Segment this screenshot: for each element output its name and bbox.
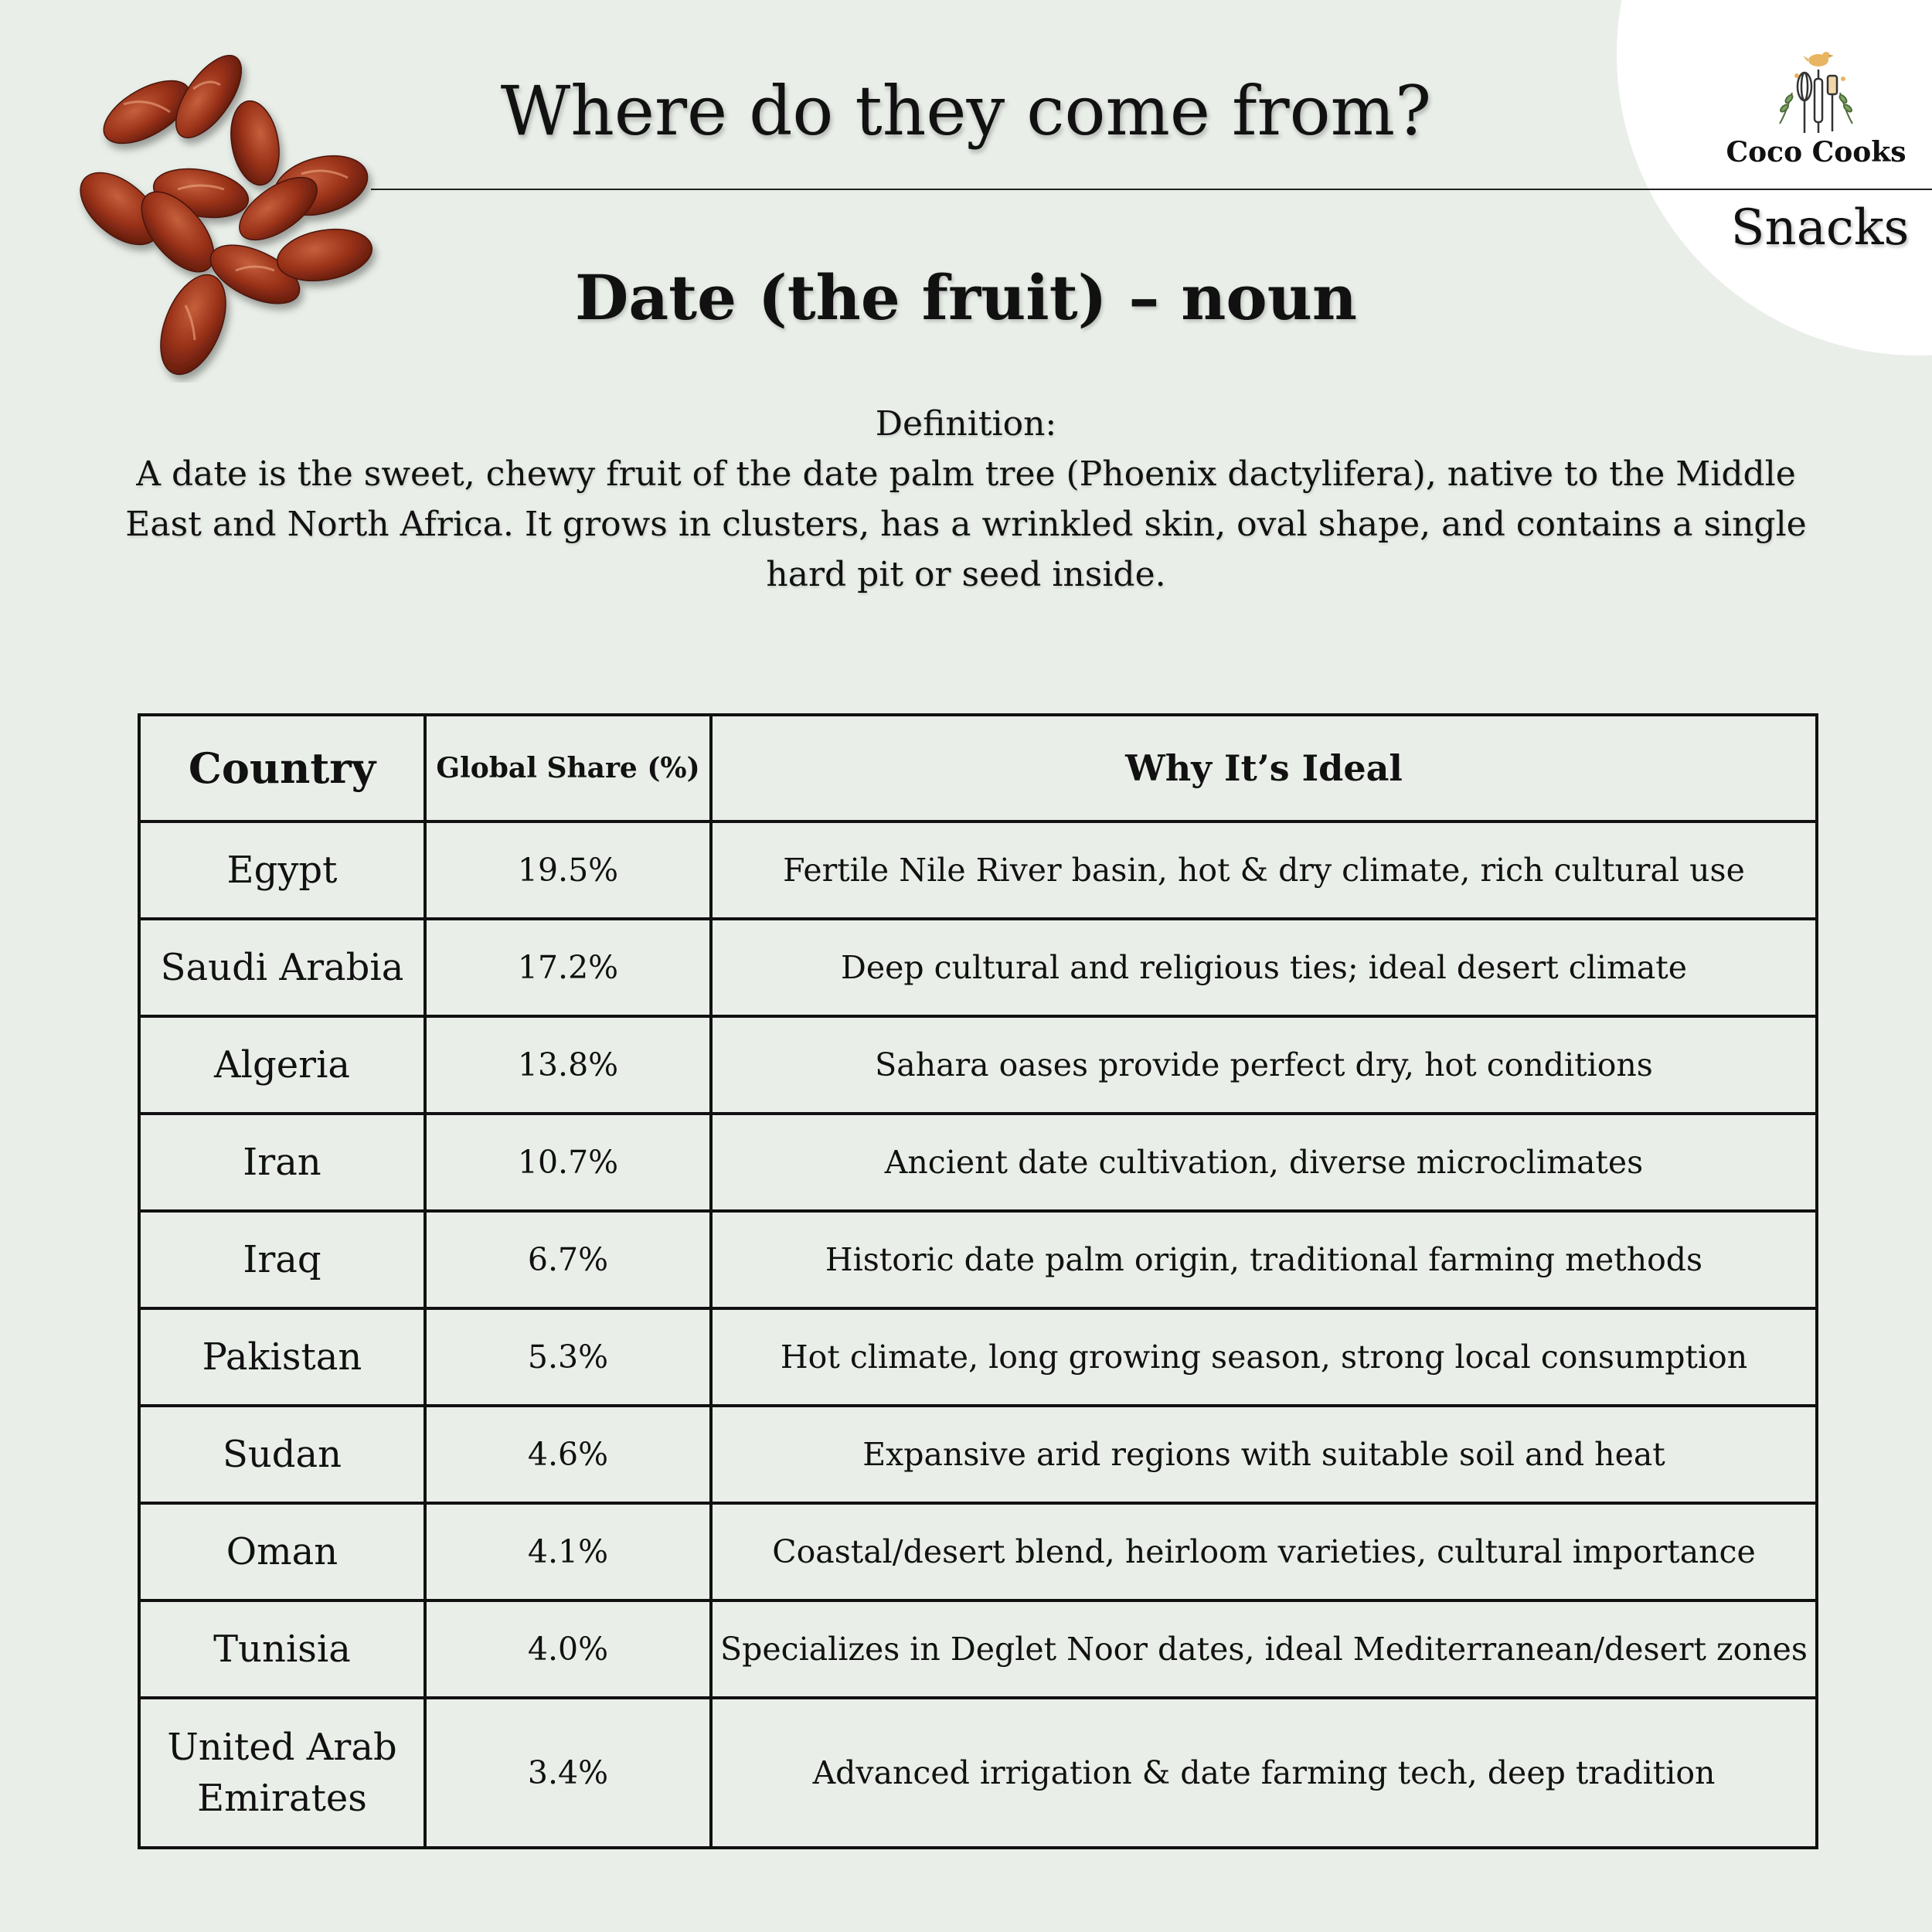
country-cell: Pakistan — [139, 1308, 425, 1406]
rolling-pin-icon — [1815, 70, 1822, 133]
country-cell: Saudi Arabia — [139, 919, 425, 1016]
date-producers-table — [138, 713, 1818, 1849]
why-cell: Sahara oases provide perfect dry, hot conditions — [711, 1016, 1817, 1114]
country-cell: Tunisia — [139, 1600, 425, 1698]
share-cell: 4.1% — [425, 1503, 711, 1600]
country-cell: Algeria — [139, 1016, 425, 1114]
share-cell: 17.2% — [425, 919, 711, 1016]
country-cell: United Arab Emirates — [139, 1698, 425, 1848]
country-cell: Egypt — [139, 821, 425, 919]
table-row — [139, 919, 1817, 1016]
why-cell: Deep cultural and religious ties; ideal desert climate — [711, 919, 1817, 1016]
share-cell: 3.4% — [425, 1698, 711, 1848]
category-label: Snacks — [1730, 199, 1910, 257]
whisk-icon — [1798, 73, 1811, 133]
brand-name: Coco Cooks — [1726, 136, 1906, 168]
share-cell: 6.7% — [425, 1211, 711, 1308]
table-row — [139, 1406, 1817, 1503]
header-divider — [371, 189, 1932, 190]
column-header-country: Country — [139, 715, 425, 821]
table-row — [139, 1016, 1817, 1114]
definition-block — [116, 399, 1816, 600]
table-row — [139, 821, 1817, 919]
share-cell: 10.7% — [425, 1114, 711, 1211]
why-cell: Expansive arid regions with suitable soil and heat — [711, 1406, 1817, 1503]
share-cell: 4.0% — [425, 1600, 711, 1698]
table-header-row — [139, 715, 1817, 821]
page-title: Where do they come from? — [500, 71, 1432, 151]
table-row — [139, 1211, 1817, 1308]
table-row — [139, 1503, 1817, 1600]
word-heading: Date (the fruit) – noun — [574, 261, 1358, 334]
table-row — [139, 1698, 1817, 1848]
country-cell: Sudan — [139, 1406, 425, 1503]
definition-text: A date is the sweet, chewy fruit of the date palm tree (Phoenix dactylifera), native to the Middle East and North Africa. It grows in clusters, has a wrinkled skin, oval shape, and contains a single hard pit or seed inside. — [125, 454, 1807, 594]
why-cell: Hot climate, long growing season, strong local consumption — [711, 1308, 1817, 1406]
kitchen-utensils-logo-icon — [1766, 48, 1866, 144]
country-cell: Iraq — [139, 1211, 425, 1308]
share-cell: 4.6% — [425, 1406, 711, 1503]
column-header-why-ideal: Why It’s Ideal — [711, 715, 1817, 821]
country-cell: Oman — [139, 1503, 425, 1600]
why-cell: Specializes in Deglet Noor dates, ideal Mediterranean/desert zones — [711, 1600, 1817, 1698]
why-cell: Coastal/desert blend, heirloom varieties, cultural importance — [711, 1503, 1817, 1600]
definition-label: Definition: — [875, 404, 1057, 444]
why-cell: Historic date palm origin, traditional farming methods — [711, 1211, 1817, 1308]
spatula-icon — [1828, 76, 1837, 131]
bird-icon — [1803, 52, 1834, 66]
share-cell: 13.8% — [425, 1016, 711, 1114]
column-header-global-share: Global Share (%) — [425, 715, 711, 821]
country-cell: Iran — [139, 1114, 425, 1211]
why-cell: Fertile Nile River basin, hot & dry climate, rich cultural use — [711, 821, 1817, 919]
why-cell: Ancient date cultivation, diverse microclimates — [711, 1114, 1817, 1211]
table-row — [139, 1114, 1817, 1211]
share-cell: 5.3% — [425, 1308, 711, 1406]
table-row — [139, 1308, 1817, 1406]
table-row — [139, 1600, 1817, 1698]
dates-fruit-image — [62, 43, 402, 383]
why-cell: Advanced irrigation & date farming tech, deep tradition — [711, 1698, 1817, 1848]
share-cell: 19.5% — [425, 821, 711, 919]
